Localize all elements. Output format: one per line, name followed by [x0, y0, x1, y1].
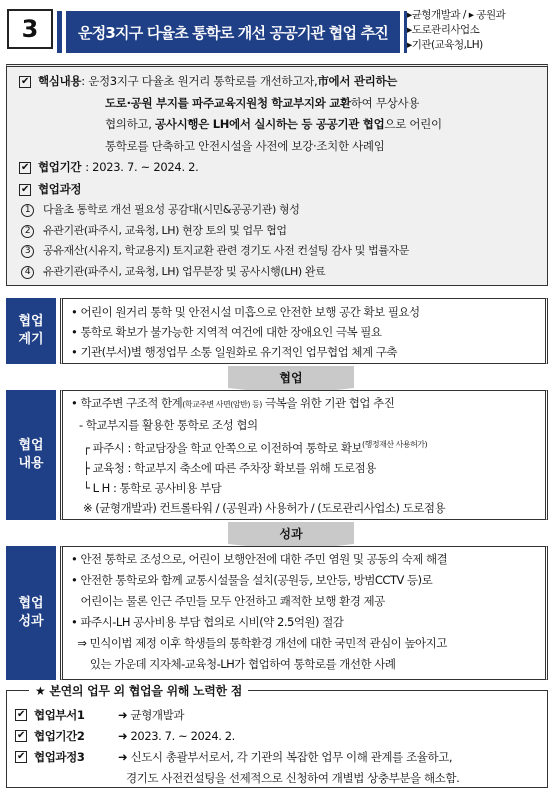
step-text: 유관기관(파주시, 교육청, LH) 현장 토의 및 업무 협업	[43, 223, 287, 237]
content-section-box	[60, 390, 548, 520]
section-number: 3	[7, 9, 53, 49]
motive-section-label	[6, 298, 56, 364]
step-text: 공유재산(시유지, 학교용지) 토지교환 관련 경기도 사전 컨설팅 감사 및 법률자문	[43, 244, 409, 257]
effort-box	[6, 684, 548, 788]
label-line: 계기	[18, 332, 44, 347]
step-number-icon: 4	[21, 266, 34, 279]
process-step	[19, 200, 537, 221]
core-text: : 운정3지구 다율초 원거리 통학로를 개선하고자,	[81, 74, 318, 88]
core-text-bold: 공사시행은 LH에서 실시하는 등 공공기관 협업	[154, 117, 385, 131]
effort-line-continuation: 경기도 사전컨설팅을 선제적으로 신청하여 개별법 상충부분을 해소함.	[126, 771, 460, 785]
content-item: └ L H : 통학로 공사비용 부담	[83, 480, 222, 495]
period-line	[19, 157, 537, 179]
effort-line	[15, 747, 539, 768]
label-line: 협업	[18, 438, 44, 453]
label-line: 협업	[18, 314, 44, 329]
content-item: - 학교부지를 활용한 통학로 조성 협의	[79, 418, 258, 432]
content-section-label	[6, 390, 56, 520]
step-number-icon: 2	[21, 225, 34, 238]
period-value: : 2023. 7. ~ 2024. 2.	[85, 160, 199, 174]
result-section-box	[60, 546, 548, 680]
result-section-label	[6, 546, 56, 680]
motive-section-box	[60, 298, 548, 364]
step-number-icon: 1	[21, 204, 34, 217]
label-line: 협업	[18, 596, 44, 611]
effort-label: 협업기간2	[34, 729, 85, 743]
content-item	[71, 435, 537, 458]
department-line: ▸도로관리사업소	[407, 24, 480, 36]
core-text: 협의하고,	[105, 117, 155, 131]
content-item	[71, 393, 537, 415]
motive-item: • 통학로 확보가 불가능한 지역적 여건에 대한 장애요인 극복 필요	[71, 325, 382, 339]
motive-item: • 어린이 원거리 통학 및 안전시설 미흡으로 안전한 보행 공간 확보 필요성	[71, 305, 420, 319]
flow-arrow: 성과	[228, 522, 354, 544]
result-item: • 안전 통학로 조성으로, 어린이 보행안전에 대한 주민 염원 및 공동의 숙제 해결	[71, 552, 448, 566]
effort-line	[15, 705, 539, 726]
core-text-bold: 市에서 관리하는	[317, 74, 398, 88]
checkbox-icon: ✔	[20, 76, 30, 87]
result-item: • 안전한 통학로와 함께 교통시설물을 설치(공원등, 보안등, 방범CCTV 등)로	[71, 573, 433, 587]
core-content-line	[19, 71, 537, 93]
step-text: 유관기관(파주시, 교육청, LH) 업무분장 및 공사시행(LH) 완료	[43, 264, 326, 278]
step-number-icon: 3	[21, 245, 34, 258]
content-text: • 학교주변 구조적 한계	[71, 396, 183, 410]
flow-arrow: 협업	[228, 366, 354, 388]
content-item: ├ 교육청 : 학교부지 축소에 따른 주차장 확보를 위해 도로점용	[83, 460, 376, 475]
core-text-bold: 도로·공원 부지를 파주교육지원청 학교부지와 교환	[105, 95, 351, 110]
core-text: 통학로를 단축하고 안전시설을 사전에 보강·조치한 사례임	[105, 138, 385, 153]
effort-line	[15, 726, 539, 747]
department-line: ▸균형개발과 / ▸ 공원과	[407, 9, 506, 21]
core-content-continuation	[19, 114, 537, 136]
core-text: 으로 어린이	[384, 117, 442, 131]
core-content-continuation	[19, 136, 537, 158]
effort-value: ➜ 신도시 총괄부서로서, 각 기관의 복잡한 업무 이해 관계를 조율하고,	[118, 750, 453, 764]
result-item: 어린이는 물론 인근 주민들 모두 안전하고 쾌적한 보행 환경 제공	[71, 594, 385, 608]
effort-title: ★ 본연의 업무 외 협업을 위해 노력한 점	[29, 682, 248, 699]
content-note: (학교주변 사면(암반) 등)	[182, 400, 262, 409]
process-heading-line	[19, 179, 537, 201]
content-item: ※ (균형개발과) 컨트롤타워 / (공원과) 사용허가 / (도로관리사업소) 도로점용	[83, 500, 446, 515]
label-line: 내용	[18, 456, 44, 471]
result-item: ⇒ 민식이법 제정 이후 학생들의 통학환경 개선에 대한 국민적 관심이 높아지고	[71, 636, 447, 650]
checkbox-icon: ✔	[20, 162, 30, 173]
label-line: 성과	[18, 614, 44, 629]
result-item: • 파주시-LH 공사비용 부담 협의로 시비(약 2.5억원) 절감	[71, 615, 344, 629]
core-content-label: 핵심내용	[38, 74, 82, 88]
page-header	[0, 0, 555, 60]
checkbox-icon: ✔	[15, 709, 27, 721]
content-note: (행정재산 사용허가)	[362, 440, 428, 449]
step-text: 다율초 통학로 개선 필요성 공감대(시민&공공기관) 형성	[43, 203, 300, 216]
process-label: 협업과정	[38, 181, 82, 196]
effort-label: 협업과정3	[34, 750, 85, 764]
responsible-departments	[407, 8, 555, 53]
summary-box	[6, 64, 548, 286]
checkbox-icon: ✔	[15, 751, 27, 763]
content-text: 극복을 위한 기관 협업 추진	[261, 396, 395, 410]
motive-item: • 기관(부서)별 행정업무 소통 일원화로 유기적인 업무협업 체계 구축	[71, 345, 397, 359]
effort-value: ➜ 2023. 7. ~ 2024. 2.	[118, 729, 235, 743]
department-line: ▸기관(교육청,LH)	[407, 39, 483, 51]
page-title: 운정3지구 다율초 통학로 개선 공공기관 협업 추진	[66, 11, 400, 53]
core-text: 하여 무상사용	[350, 95, 420, 110]
effort-value: ➜ 균형개발과	[118, 708, 185, 722]
period-label: 협업기간	[38, 160, 82, 174]
core-content-continuation	[19, 93, 537, 115]
process-step	[19, 241, 537, 262]
checkbox-icon: ✔	[15, 730, 27, 742]
process-step	[19, 221, 537, 242]
content-text: ┌ 파주시 : 학교담장을 학교 안쪽으로 이전하여 통학로 확보	[83, 440, 363, 455]
checkbox-icon: ✔	[20, 183, 30, 195]
process-step	[19, 262, 537, 283]
result-item: 있는 가운데 지자체-교육청-LH가 협업하여 통학로를 개선한 사례	[71, 657, 396, 671]
effort-label: 협업부서1	[34, 708, 85, 722]
